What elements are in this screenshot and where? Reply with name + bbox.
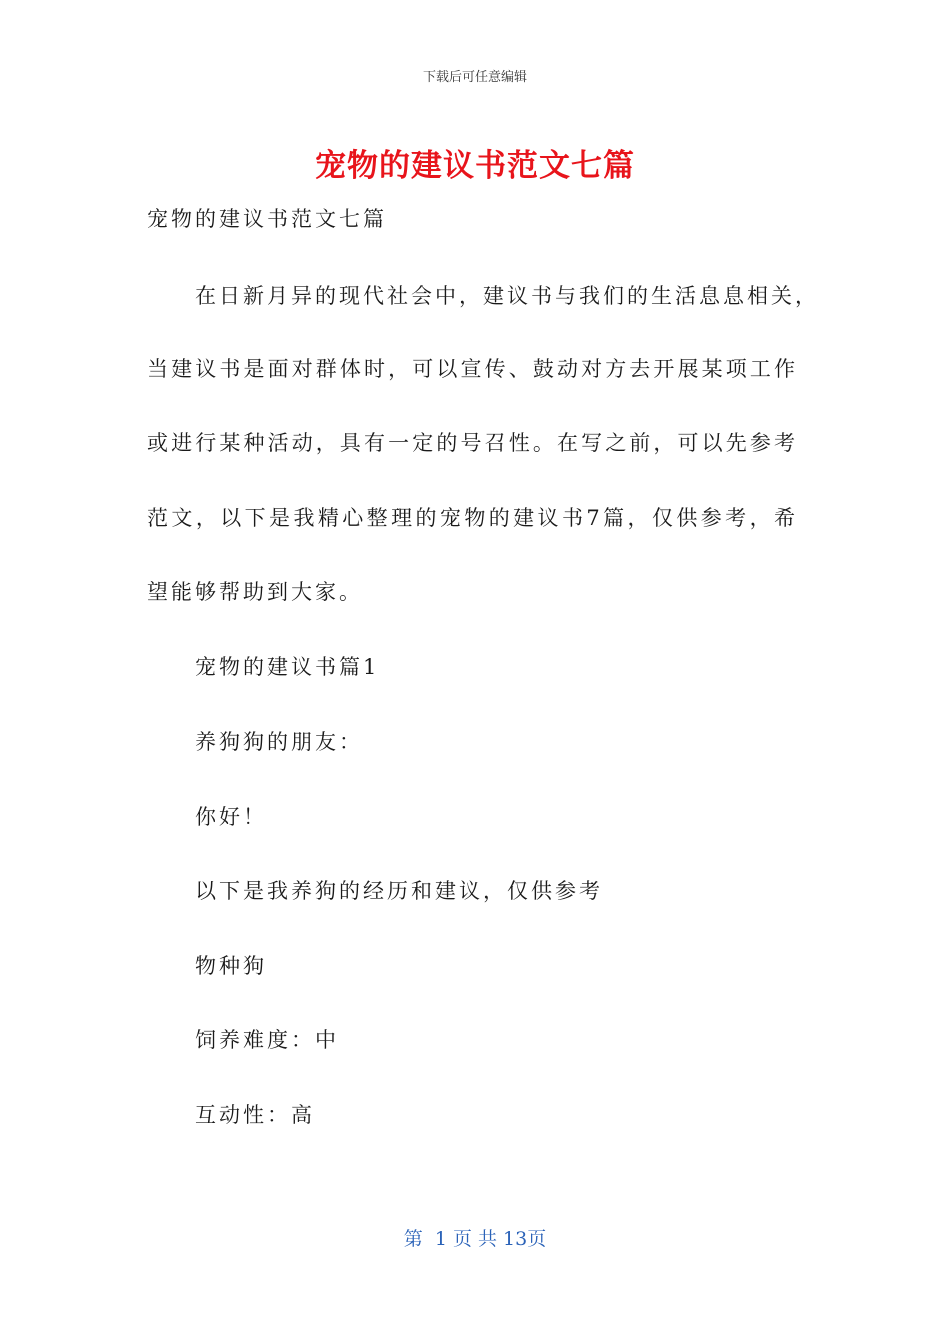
body-line: 以下是我养狗的经历和建议，仅供参考 — [195, 879, 603, 903]
section-heading: 宠物的建议书篇1 — [195, 655, 380, 679]
body-line: 饲养难度：中 — [195, 1028, 339, 1052]
intro-line: 当建议书是面对群体时，可以宣传、鼓动对方去开展某项工作 — [147, 357, 795, 381]
intro-line: 或进行某种活动，具有一定的号召性。在写之前，可以先参考 — [147, 431, 795, 455]
document-subtitle: 宠物的建议书范文七篇 — [147, 207, 387, 231]
header-note: 下载后可任意编辑 — [422, 70, 527, 85]
document-title: 宠物的建议书范文七篇 — [315, 148, 635, 184]
body-line: 养狗狗的朋友： — [195, 730, 363, 754]
intro-line: 在日新月异的现代社会中，建议书与我们的生活息息相关， — [195, 284, 819, 308]
body-line: 互动性：高 — [195, 1103, 315, 1127]
intro-line: 范文，以下是我精心整理的宠物的建议书7篇，仅供参考，希 — [147, 506, 795, 530]
page-number: 第 1 页 共 13页 — [403, 1228, 547, 1250]
body-line: 物种狗 — [195, 954, 267, 978]
body-line: 你好！ — [195, 805, 267, 829]
intro-line: 望能够帮助到大家。 — [147, 580, 363, 604]
